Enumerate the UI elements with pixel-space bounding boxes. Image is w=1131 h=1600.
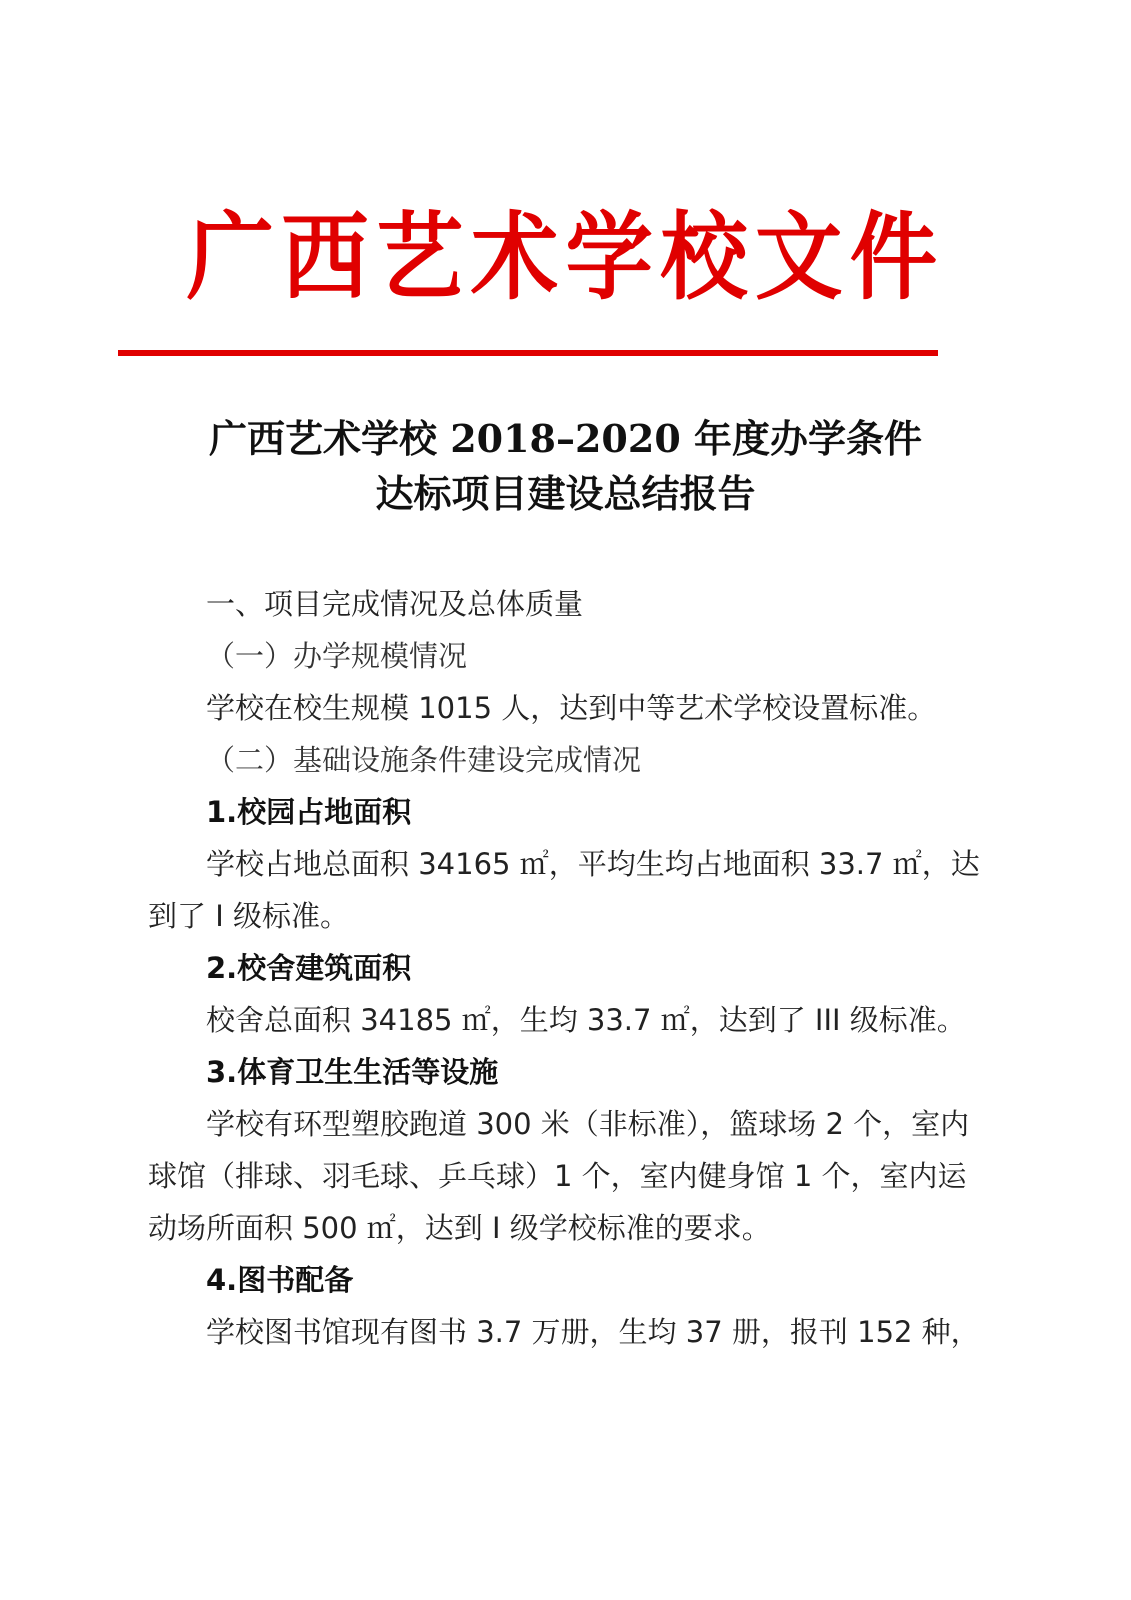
paragraph-line: 学校占地总面积 34165 ㎡，平均生均占地面积 33.7 ㎡，达 [206, 847, 980, 881]
section-heading-1: 一、项目完成情况及总体质量 [206, 587, 584, 621]
paragraph-line: 学校有环型塑胶跑道 300 米（非标准），篮球场 2 个，室内 [206, 1107, 970, 1141]
item-heading-building-area: 2.校舍建筑面积 [206, 951, 412, 985]
report-title-line-1: 广西艺术学校 2018–2020 年度办学条件 [209, 416, 922, 461]
paragraph-line: 学校图书馆现有图书 3.7 万册，生均 37 册，报刊 152 种， [206, 1315, 980, 1349]
item-heading-sports-facilities: 3.体育卫生生活等设施 [206, 1055, 499, 1089]
document-masthead: 广西艺术学校文件 [186, 202, 945, 313]
subsection-heading-facilities: （二）基础设施条件建设完成情况 [206, 743, 642, 777]
item-heading-campus-area: 1.校园占地面积 [206, 795, 412, 829]
paragraph-line: 到了 I 级标准。 [148, 899, 349, 933]
item-heading-library: 4.图书配备 [206, 1263, 354, 1297]
report-title-line-2: 达标项目建设总结报告 [375, 471, 756, 516]
paragraph-line: 校舍总面积 34185 ㎡，生均 33.7 ㎡，达到了 III 级标准。 [206, 1003, 966, 1037]
paragraph-line: 动场所面积 500 ㎡，达到 I 级学校标准的要求。 [148, 1211, 771, 1245]
subsection-heading-scale: （一）办学规模情况 [206, 639, 468, 673]
paragraph-scale: 学校在校生规模 1015 人，达到中等艺术学校设置标准。 [206, 691, 937, 725]
paragraph-line: 球馆（排球、羽毛球、乒乓球）1 个，室内健身馆 1 个，室内运 [148, 1159, 967, 1193]
red-divider-rule [118, 350, 938, 356]
